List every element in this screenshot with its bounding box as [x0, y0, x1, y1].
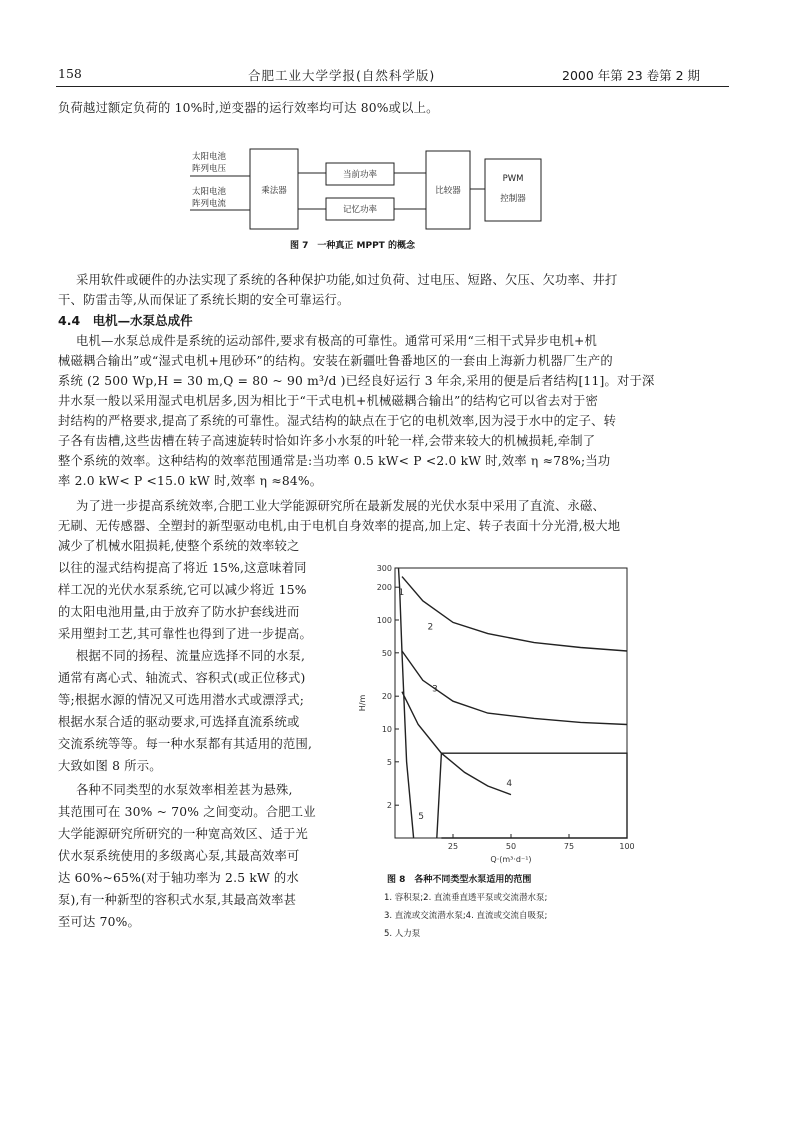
para-eff-line: 其范围可在 30% ~ 70% 之间变动。合肥工业 — [58, 805, 316, 819]
para-pv-line: 为了进一步提高系统效率,合肥工业大学能源研究所在最新发展的光伏水泵中采用了直流、永磁、 — [76, 499, 605, 513]
para-motor-line: 械磁耦合输出”或“湿式电机+甩砂环”的结构。安装在新疆吐鲁番地区的一套由上海新力机器厂生产的 — [58, 354, 613, 368]
para-motor-line: 井水泵一般以采用湿式电机居多,因为相比于“干式电机+机械磁耦合输出”的结构它可以省去对于密 — [58, 394, 598, 408]
para-eff-line: 泵),有一种新型的容积式水泵,其最高效率甚 — [58, 893, 297, 907]
para-motor-line: 整个系统的效率。这种结构的效率范围通常是:当功率 0.5 kW< P <2.0 kW 时,效率 η ≈78%;当功 — [58, 454, 611, 468]
para-motor-line: 系统 (2 500 Wp,H = 30 m,Q = 80 ~ 90 m³/d )已经良好运行 3 年余,采用的便是后者结构[11]。对于深 — [58, 374, 655, 388]
multiplier-label: 乘法器 — [261, 186, 287, 196]
voltage-label-2: 阵列电压 — [192, 164, 227, 174]
region-label: 3 — [432, 684, 438, 695]
region-label: 1 — [398, 587, 405, 598]
region-label: 2 — [427, 622, 434, 633]
para-pv-line: 无刷、无传感器、全塑封的新型驱动电机,由于电机自身效率的提高,加上定、转子表面十分光滑,极大地 — [58, 519, 621, 533]
para-protection-line: 干、防雷击等,从而保证了系统长期的安全可靠运行。 — [58, 293, 350, 307]
figure8-legend-line: 5. 人力泵 — [384, 929, 421, 939]
current-label-2: 阵列电流 — [192, 199, 227, 209]
page-number: 158 — [58, 66, 82, 81]
memory-power-label: 记忆功率 — [342, 205, 378, 215]
para-types-line: 通常有离心式、轴流式、容积式(或正位移式) — [58, 671, 306, 685]
current-label-1: 太阳电池 — [192, 187, 227, 197]
y-tick-label: 200 — [376, 583, 392, 593]
y-tick-label: 5 — [386, 757, 392, 767]
x-tick-label: 100 — [619, 842, 635, 851]
para-pv-line: 的太阳电池用量,由于放弃了防水护套线进而 — [58, 605, 300, 619]
para-pv-line: 减少了机械水阻损耗,使整个系统的效率较之 — [58, 539, 300, 553]
para-motor-line: 率 2.0 kW< P <15.0 kW 时,效率 η ≈84%。 — [58, 474, 323, 488]
issue-info: 2000 年第 23 卷第 2 期 — [562, 68, 701, 83]
y-axis-label: H/m — [358, 694, 367, 712]
para-eff-line: 达 60%~65%(对于轴功率为 2.5 kW 的水 — [58, 871, 299, 885]
series-curve-5 — [437, 753, 627, 838]
figure8-chart — [355, 560, 645, 865]
para-pv-line: 以往的湿式结构提高了将近 15%,这意味着同 — [58, 561, 307, 575]
comparator-label: 比较器 — [435, 186, 461, 196]
figure8-legend-line: 3. 直流或交流潜水泵;4. 直流或交流自吸泵; — [384, 911, 548, 921]
x-tick-label: 50 — [505, 842, 517, 851]
voltage-label-1: 太阳电池 — [192, 152, 227, 162]
figure8-caption: 图 8 各种不同类型水泵适用的范围 — [387, 875, 532, 885]
y-tick-label: 100 — [376, 616, 392, 626]
figure8-legend-line: 1. 容积泵;2. 直流垂直透平泵或交流潜水泵; — [384, 893, 548, 903]
para-pv-line: 样工况的光伏水泵系统,它可以减少将近 15% — [58, 583, 307, 597]
para-eff-line: 至可达 70%。 — [58, 915, 141, 929]
pwm-label-2: 控制器 — [500, 194, 526, 204]
section-heading-4-4: 4.4 电机—水泵总成件 — [58, 313, 193, 328]
para-motor-line: 封结构的严格要求,提高了系统的可靠性。湿式结构的缺点在于它的电机效率,因为浸于水中的定子、转 — [58, 414, 617, 428]
pwm-controller-block — [485, 159, 541, 221]
current-power-label: 当前功率 — [342, 170, 378, 180]
y-tick-label: 300 — [376, 564, 392, 573]
journal-title: 合肥工业大学学报(自然科学版) — [248, 68, 436, 83]
x-tick-label: 75 — [563, 842, 575, 851]
para-eff-line: 各种不同类型的水泵效率相差甚为悬殊, — [76, 783, 293, 797]
para-motor-line: 电机—水泵总成件是系统的运动部件,要求有极高的可靠性。通常可采用“三相干式异步电机+机 — [76, 334, 597, 348]
para-types-line: 大致如图 8 所示。 — [58, 759, 162, 773]
series-curve-2 — [402, 577, 627, 651]
para-pv-line: 采用塑封工艺,其可靠性也得到了进一步提高。 — [58, 627, 313, 641]
plot-frame — [395, 568, 627, 838]
para-motor-line: 子各有齿槽,这些齿槽在转子高速旋转时恰如许多小水泵的叶轮一样,会带来较大的机械损耗,牵制了 — [58, 434, 596, 448]
intro-line: 负荷越过额定负荷的 10%时,逆变器的运行效率均可达 80%或以上。 — [58, 101, 439, 115]
para-types-line: 根据不同的扬程、流量应选择不同的水泵, — [76, 649, 306, 663]
y-tick-label: 10 — [381, 725, 392, 735]
para-types-line: 交流系统等等。每一种水泵都有其适用的范围, — [58, 737, 313, 751]
figure7-diagram — [180, 143, 550, 235]
para-types-line: 根据水泵合适的驱动要求,可选择直流系统或 — [58, 715, 300, 729]
para-eff-line: 大学能源研究所研究的一种宽高效区、适于光 — [58, 827, 308, 841]
x-axis-label: Q·(m³·d⁻¹) — [490, 855, 532, 864]
series-curve-4 — [402, 692, 511, 795]
y-tick-label: 2 — [386, 801, 392, 811]
region-label: 5 — [418, 811, 424, 822]
figure7-caption: 图 7 一种真正 MPPT 的概念 — [290, 241, 415, 251]
region-label: 4 — [506, 778, 513, 789]
header-rule — [56, 86, 729, 87]
x-tick-label: 25 — [447, 842, 459, 851]
para-protection-line: 采用软件或硬件的办法实现了系统的各种保护功能,如过负荷、过电压、短路、欠压、欠功率、井打 — [76, 273, 618, 287]
pwm-label-1: PWM — [502, 174, 524, 184]
y-tick-label: 50 — [381, 648, 392, 658]
para-eff-line: 伏水泵系统使用的多级离心泵,其最高效率可 — [58, 849, 300, 863]
series-curve-1 — [399, 568, 414, 838]
para-types-line: 等;根据水源的情况又可选用潜水式或漂浮式; — [58, 693, 305, 707]
y-tick-label: 20 — [381, 692, 392, 702]
